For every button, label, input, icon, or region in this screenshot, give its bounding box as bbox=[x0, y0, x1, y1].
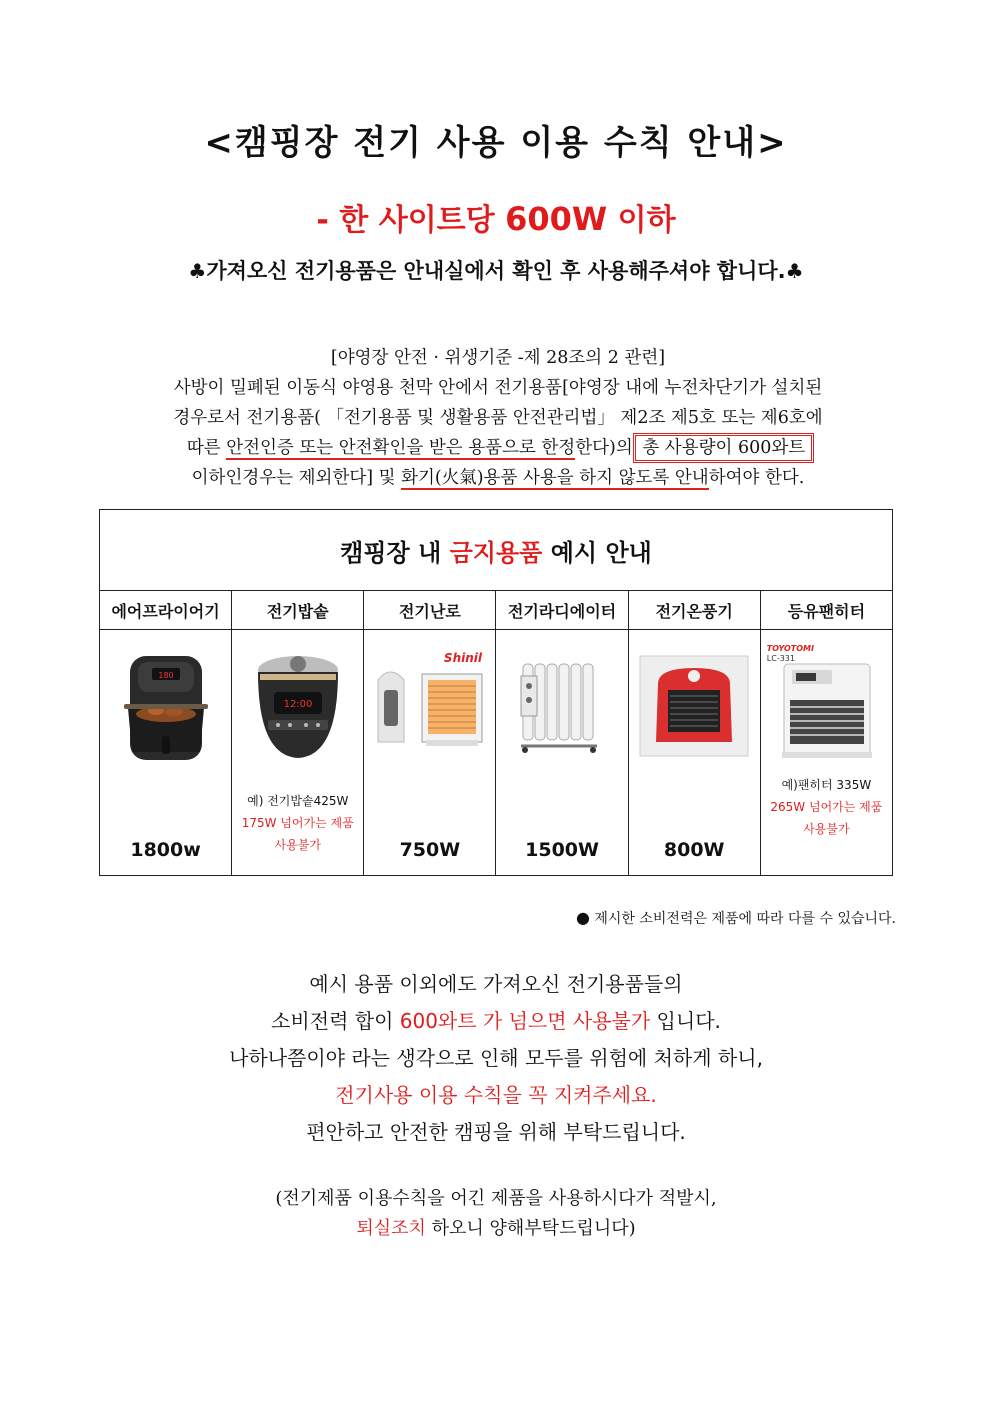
column-header: 전기밥솥 bbox=[232, 591, 364, 630]
table-cell bbox=[100, 630, 232, 876]
regulation-text: 따른 bbox=[186, 438, 227, 458]
column-header: 전기라디에이터 bbox=[496, 591, 628, 630]
closing-text: 입니다. bbox=[650, 1009, 721, 1033]
fan-heater-icon bbox=[638, 654, 750, 758]
disclaimer bbox=[576, 908, 896, 928]
disclaimer-text: 제시한 소비전력은 제품에 따라 다를 수 있습니다. bbox=[594, 911, 896, 927]
table-cell bbox=[232, 630, 364, 876]
underlined-text: 화기(火氣)용품 사용을 하지 않도록 안내 bbox=[401, 468, 709, 488]
regulation-text: 이하인경우는 제외한다] 및 bbox=[191, 468, 402, 488]
footer-note bbox=[0, 1184, 992, 1244]
brand-label: TOYOTOMI bbox=[766, 644, 814, 653]
closing-line bbox=[0, 1003, 992, 1040]
club-icon-right: ♣ bbox=[785, 259, 804, 283]
subtitle-suffix: 이하 bbox=[607, 203, 676, 238]
notice bbox=[0, 255, 992, 285]
table-header-row bbox=[100, 591, 893, 630]
wattage: 1800w bbox=[130, 839, 201, 861]
table-title bbox=[100, 510, 893, 591]
boxed-limit-text: 총 사용량이 600와트 bbox=[638, 438, 809, 458]
note-line: 예)팬히터 335W bbox=[781, 778, 872, 792]
regulation-text: 하여야 한다. bbox=[708, 468, 805, 488]
note-line-red: 사용불가 bbox=[803, 822, 850, 836]
kerosene-heater-icon bbox=[776, 660, 876, 760]
model-label: LC-331 bbox=[766, 654, 795, 663]
note-line-red: 175W 넘어가는 제품 bbox=[241, 816, 354, 830]
regulation-block bbox=[92, 343, 904, 493]
underlined-text: 안전인증 또는 안전확인을 받은 용품으로 한정 bbox=[226, 438, 576, 458]
table-cell bbox=[760, 630, 892, 876]
closing-line: 예시 용품 이외에도 가져오신 전기용품들의 bbox=[309, 972, 683, 996]
note-line: 예) 전기밥솥425W bbox=[247, 794, 349, 808]
footer-highlight: 퇴실조치 bbox=[356, 1218, 426, 1239]
wattage: 750W bbox=[399, 839, 461, 861]
column-header: 등유팬히터 bbox=[760, 591, 892, 630]
regulation-text: 한다)의 bbox=[575, 438, 639, 458]
oil-radiator-icon bbox=[517, 656, 607, 756]
closing-text: 소비전력 합이 bbox=[271, 1009, 400, 1033]
regulation-line-2: 경우로서 전기용품( 「전기용품 및 생활용품 안전관리법」 제2조 제5호 또는 제6호에 bbox=[173, 408, 823, 428]
brand-label: Shinil bbox=[443, 651, 482, 665]
table-image-row bbox=[100, 630, 893, 876]
note-line-red: 265W 넘어가는 제품 bbox=[770, 800, 883, 814]
closing-message bbox=[0, 966, 992, 1151]
svg-text:180: 180 bbox=[157, 671, 174, 680]
subtitle bbox=[0, 195, 992, 239]
wattage: 1500W bbox=[525, 839, 599, 861]
table-title-highlight: 금지용품 bbox=[449, 538, 543, 567]
example-note bbox=[232, 790, 363, 856]
table-title-text: 캠핑장 내 bbox=[340, 538, 450, 567]
air-fryer-icon bbox=[116, 648, 216, 768]
regulation-line-3 bbox=[92, 433, 904, 463]
footer-text: 하오니 양해부탁드립니다) bbox=[425, 1218, 636, 1239]
regulation-line-1: 사방이 밀폐된 이동식 야영용 천막 안에서 전기용품[야영장 내에 누전차단기가 설치된 bbox=[173, 378, 823, 398]
column-header: 에어프라이어기 bbox=[100, 591, 232, 630]
closing-highlight-line: 전기사용 이용 수칙을 꼭 지켜주세요. bbox=[335, 1083, 657, 1107]
example-note bbox=[761, 774, 892, 840]
electric-heater-icon bbox=[370, 650, 490, 750]
table-cell bbox=[628, 630, 760, 876]
table-cell bbox=[364, 630, 496, 876]
footer-line: (전기제품 이용수칙을 어긴 제품을 사용하시다가 적발시, bbox=[275, 1188, 717, 1209]
column-header: 전기온풍기 bbox=[628, 591, 760, 630]
note-line-red: 사용불가 bbox=[274, 838, 321, 852]
closing-line: 나하나쯤이야 라는 생각으로 인해 모두를 위험에 처하게 하니, bbox=[229, 1046, 763, 1070]
regulation-line-4 bbox=[92, 463, 904, 493]
page-title: <캠핑장 전기 사용 이용 수칙 안내> bbox=[204, 123, 788, 163]
subtitle-watt: 600W bbox=[505, 200, 608, 238]
footer-line bbox=[0, 1214, 992, 1244]
closing-highlight: 600와트 가 넘으면 사용불가 bbox=[399, 1009, 651, 1033]
subtitle-prefix: - 한 사이트당 bbox=[316, 203, 506, 238]
regulation-reference: [야영장 안전 · 위생기준 -제 28조의 2 관련] bbox=[330, 348, 666, 368]
bullet-icon: ● bbox=[575, 908, 590, 927]
closing-line: 편안하고 안전한 캠핑을 위해 부탁드립니다. bbox=[306, 1120, 686, 1144]
notice-text: 가져오신 전기용품은 안내실에서 확인 후 사용해주셔야 합니다. bbox=[206, 259, 786, 283]
table-title-text: 예시 안내 bbox=[542, 538, 652, 567]
wattage: 800W bbox=[663, 839, 725, 861]
svg-text:12:00: 12:00 bbox=[283, 699, 313, 710]
prohibited-items-table bbox=[99, 509, 893, 876]
club-icon: ♣ bbox=[188, 259, 207, 283]
column-header: 전기난로 bbox=[364, 591, 496, 630]
rice-cooker-icon bbox=[248, 648, 348, 768]
table-cell bbox=[496, 630, 628, 876]
